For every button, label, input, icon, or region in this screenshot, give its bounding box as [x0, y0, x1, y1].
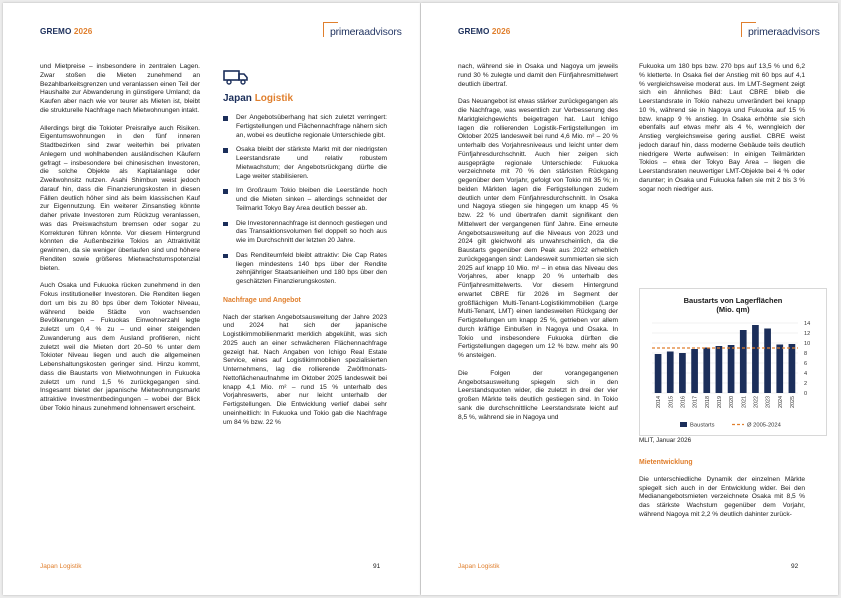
bar [752, 325, 759, 393]
page-number: 92 [791, 563, 799, 570]
right-column-2 [639, 63, 805, 203]
x-tick-label: 2024 [777, 396, 784, 408]
paragraph: Auch Osaka und Fukuoka rücken zunehmend in den Fokus institutioneller Investoren. Die Renditen liegen dort um bis zu 80 bps über dem Tokioter Niveau, während beide Städte von wachsenden Bevölkerungen – Fukuokas Einwohnerzahl legte zuletzt um 0,4 % zu – und einer steigenden Zuwanderung aus dem Ausland profitieren, nicht zuletzt weil die Mieten dort 20–50 % unter dem Tokioter Niveau liegen und auch die allgemeinen Lebenshaltungskosten geringer sind. Hinzu kommt, dass die Baustarts von Mietwohnungen in Fukuoka zuletzt um rund 1,5 % zurückgegangen sind. Insgesamt bietet der japanische Mietwohnungsmarkt attraktive Investmentbedingungen – wobei der Blick über Tokio hinaus zunehmend lohnenswert erscheint. [40, 282, 200, 412]
bullet-icon [223, 116, 228, 121]
logo-part1: primera [748, 26, 783, 38]
paragraph: Das Neuangebot ist etwas stärker zurückgegangen als die Nachfrage, was wesentlich zur Verbesserung des Marktgleichgewichts beigetragen hat. Laut Ichigo lagen die rollierenden Logistik-Fertigstellungen im Oktober 2025 landesweit bei rund 4,6 Mio. m² – 20 % unterhalb des Vorjahresniveaus und leicht unter dem Fünfjahresdurchschnitt. Auch hier zeigen sich ausgeprägte regionale Unterschiede: Fukuoka verzeichnete mit 70 % den stärksten Rückgang gegenüber dem Vorjahr, gefolgt von Tokio mit 35 %; in beiden Märkten lagen die Fertigstellungen zudem deutlich unter dem Fünfjahresdurchschnitt. In Osaka und Nagoya stiegen sie hingegen um knapp 45 % bzw. 22 % und übertrafen damit signifikant den Mittelwert der vergangenen fünf Jahre. Eine erneute Angebotsausweitung auf die Niveaus von 2023 und 2024 gilt gleichwohl als unwahrscheinlich, da die Baustarts gegenüber dem Peak aus 2022 erheblich zurückgegangen sind: Landesweit summierten sie sich 2025 auf knapp 10 Mio. m² – in etwa das Niveau des Vorjahres, aber knapp 20 % unterhalb des Fünfjahresmittelwerts. Vor diesem Hintergrund erwartet CBRE für 2026 im Segment der großflächigen Multi-Tenant-Logistikimmobilien (Large Multi-Tenant, LMT) einen landesweiten Rückgang der Fertigstellungen um knapp 25 %, getrieben vor allem durch kräftige Einbußen in Nagoya und Osaka. In Tokio und insbesondere Fukuoka dürften die Fertigstellungen dagegen um 12 % bzw. mehr als 90 % ansteigen. [458, 98, 618, 359]
paragraph: nach, während sie in Osaka und Nagoya um jeweils rund 30 % zulegte und damit den Fünfjahresmittelwert deutlich übertraf. [458, 63, 618, 88]
y-tick-label: 2 [804, 381, 808, 388]
page-number: 91 [373, 563, 381, 570]
x-tick-label: 2020 [729, 396, 736, 408]
legend-label: Baustarts [690, 422, 715, 429]
x-tick-label: 2021 [741, 396, 748, 408]
list-item [223, 146, 387, 181]
chart-x-ticks [656, 396, 796, 408]
legend-label: Ø 2005-2024 [747, 422, 781, 429]
subheading: Mietentwicklung [639, 459, 693, 466]
subheading: Nachfrage und Angebot [223, 296, 301, 304]
paragraph: Die Folgen der vorangegangenen Angebotsausweitung spiegeln sich in den Leerstandsquoten wider, die zuletzt in drei der vier großen Märkte teils deutlich gestiegen sind. In Tokio sank die durchschnittliche Leerstandsrate leicht auf 8,5 %, während sie in Nagoya und [458, 369, 618, 421]
truck-icon [223, 69, 249, 85]
page-right [421, 3, 838, 595]
bar [740, 330, 747, 393]
paragraph: Die unterschiedliche Dynamik der einzelnen Märkte spiegelt sich auch in der Entwicklung wider. Bei den Medianangebotsmieten verzeichnete Osaka mit 8,5 % das stärkste Wachstum gegenüber dem Vorjahr, während Nagoya mit 2,2 % deutlich dahinter zurück- [639, 475, 805, 518]
bar [667, 352, 674, 394]
list-item [223, 114, 387, 140]
x-tick-label: 2023 [765, 396, 772, 408]
list-item [223, 252, 387, 287]
right-column-2-lower [639, 459, 805, 529]
left-column-1 [40, 63, 200, 423]
logo-part2: advisors [364, 26, 402, 38]
logo-text [330, 26, 402, 38]
bar [703, 348, 710, 394]
bullet-text: Die Investorennachfrage ist dennoch gestiegen und das Transaktionsvolumen fiel doppelt so hoch aus wie im Durchschnitt der letzten 20 Jahre. [236, 219, 387, 244]
section-title-topic: Logistik [254, 93, 294, 104]
bar [679, 353, 686, 393]
bullet-text: Im Großraum Tokio bleiben die Leerstände hoch und die Mieten sinken – allerdings schneidet der Teilmarkt Tokyo Bay Area deutlich besser ab. [236, 187, 387, 212]
bar [789, 344, 796, 393]
x-tick-label: 2018 [704, 396, 711, 408]
bar [764, 329, 771, 394]
chart-container [639, 288, 827, 436]
bullet-icon [223, 222, 228, 227]
bullet-text: Das Renditeumfeld bleibt attraktiv: Die Cap Rates liegen mindestens 140 bps über der Rendite zehnjähriger Staatsanleihen und 180 bps über den geschätzten Finanzierungskosten. [236, 251, 387, 285]
page-left [3, 3, 420, 595]
y-tick-label: 6 [804, 361, 808, 368]
chart-grid [652, 323, 798, 393]
bullet-icon [223, 189, 228, 194]
footer-label: Japan Logistik [40, 563, 82, 570]
x-tick-label: 2016 [680, 396, 687, 408]
bar [716, 346, 723, 393]
paragraph: Fukuoka um 180 bps bzw. 270 bps auf 13,5 % und 6,2 % kletterte. In Osaka fiel der Anstieg mit 60 bps auf 4,1 % vergleichsweise moderat aus. Im LMT-Segment zeigt sich ein ähnliches Bild: Laut CBRE blieb die Leerstandsrate in Tokio nahezu unverändert bei knapp 10 %, während sie in Nagoya und Fukuoka auf 15 % bzw. knapp 9 % anstieg. In Osaka erhöhte sie sich ebenfalls auf etwas mehr als 4 %, wenngleich der Anstieg vergleichsweise gering ausfiel. CBRE weist jedoch darauf hin, dass moderne Gebäude teils deutlich niedrigere Werte aufweisen: In einigen Teilmärkten Tokios – etwa der Tokyo Bay Area – liegen die Leerstandsraten neuwertiger LMT-Objekte bei 4 % oder darunter; in Osaka und Fukuoka fallen sie mit 2 bis 3 % sogar noch niedriger aus. [639, 63, 805, 193]
y-tick-label: 10 [804, 341, 811, 348]
x-tick-label: 2019 [716, 396, 723, 408]
header-year: 2026 [491, 27, 511, 36]
logo-part2: advisors [782, 26, 820, 38]
x-tick-label: 2015 [668, 396, 675, 408]
chart [640, 289, 826, 435]
section-title [223, 93, 293, 104]
logo-part1: primera [330, 26, 365, 38]
paragraph: Allerdings birgt die Tokioter Preisrallye auch Risiken. Eigentumswohnungen in den fünf inneren Stadtbezirken sind zwar weiterhin bei privaten Anlegern und wohlhabenden ausländischen Käufern gefragt – insbesondere bei chinesischen Investoren, die solche Objekte als Kapitalanlage oder Zweitwohnsitz nutzen. Asahi Shimbun weist jedoch darauf hin, dass die Finanzierungskosten in diesen Fällen deutlich höher sind als beim klassischen Kauf zur Eigennutzung. Ein weiterer Zinsanstieg könnte daher private Investoren zum Rückzug veranlassen, was das Preiswachstum bremsen oder sogar zu Korrekturen führen könnte. Vor diesem Hintergrund könnten die Außenbezirke Tokios an Attraktivität gewinnen, da sie weniger überlaufen sind und höhere Renditen sowie größeres Mietwachstumspotenzial bieten. [40, 124, 200, 272]
y-tick-label: 0 [804, 391, 808, 398]
header-title [40, 27, 92, 36]
logo-text [748, 26, 820, 38]
chart-legend [680, 422, 782, 429]
y-tick-label: 14 [804, 321, 811, 328]
section-title-country: Japan [223, 93, 252, 104]
key-points-list [223, 114, 387, 287]
bullet-icon [223, 254, 228, 259]
x-tick-label: 2017 [692, 396, 699, 408]
bar [776, 345, 783, 394]
y-tick-label: 4 [804, 371, 808, 378]
chart-title-line: (Mio. qm) [716, 305, 750, 314]
header-title [458, 27, 510, 36]
list-item [223, 187, 387, 213]
x-tick-label: 2022 [753, 396, 760, 408]
bullet-text: Osaka bleibt der stärkste Markt mit der niedrigsten Leerstandsrate und relativ robustem Mietwachstum; der Angebotsrückgang dürfte die Lage weiter stabilisieren. [236, 146, 387, 180]
header-year: 2026 [73, 27, 93, 36]
left-column-2 [223, 114, 387, 436]
x-tick-label: 2025 [789, 396, 796, 408]
chart-y-ticks [804, 321, 810, 397]
footer-label: Japan Logistik [458, 563, 500, 570]
x-tick-label: 2014 [656, 396, 663, 408]
paragraph: Nach der starken Angebotsausweitung der Jahre 2023 und 2024 hat sich der japanische Logistikimmobilienmarkt merklich abgekühlt, was sich 2025 auch an einer schwächeren Flächennachfrage gezeigt hat. Nach Angaben von Ichigo Real Estate Service, eines auf Logistikimmobilien spezialisierten Unternehmens, lag die rollierende Zwölfmonats-Nettoflächenaufnahme im Oktober 2025 landesweit bei knapp 4,1 Mio. m² – rund 15 % unterhalb des Vorjahreswerts, aber nur leicht unterhalb der Fertigstellungen. Die Entwicklung verlief dabei sehr uneinheitlich: In Fukuoka und Tokio gab die Nachfrage um 84 % bzw. 22 % [223, 313, 387, 426]
bar [728, 345, 735, 393]
list-item [223, 220, 387, 246]
paragraph: und Mietpreise – insbesondere in zentralen Lagen. Zwar stoßen die Mieten zunehmend an Bezahlbarkeitsgrenzen und veranlassen einen Teil der Haushalte zur Abwanderung in günstigere Umland; da Kaufen aber nach wie vor teurer als Mieten ist, bleibt die strukturelle Nachfrage nach Mietwohnungen intakt. [40, 63, 200, 114]
logo [741, 19, 825, 41]
logo [323, 19, 407, 41]
chart-title-line: Baustarts von Lagerflächen [683, 296, 783, 305]
legend-swatch-bars [680, 422, 687, 427]
header-brand: GREMO [40, 27, 72, 36]
bar [655, 354, 662, 393]
header-brand: GREMO [458, 27, 490, 36]
y-tick-label: 12 [804, 331, 811, 338]
bullet-text: Der Angebotsüberhang hat sich zuletzt verringert: Fertigstellungen und Flächennachfrage nähern sich an, wobei es deutliche regionale Unterschiede gibt. [236, 114, 387, 139]
right-column-1 [458, 63, 618, 431]
chart-title [684, 296, 783, 314]
chart-source: MLIT, Januar 2026 [639, 437, 692, 444]
bullet-icon [223, 148, 228, 153]
y-tick-label: 8 [804, 351, 808, 358]
bar [691, 349, 698, 393]
